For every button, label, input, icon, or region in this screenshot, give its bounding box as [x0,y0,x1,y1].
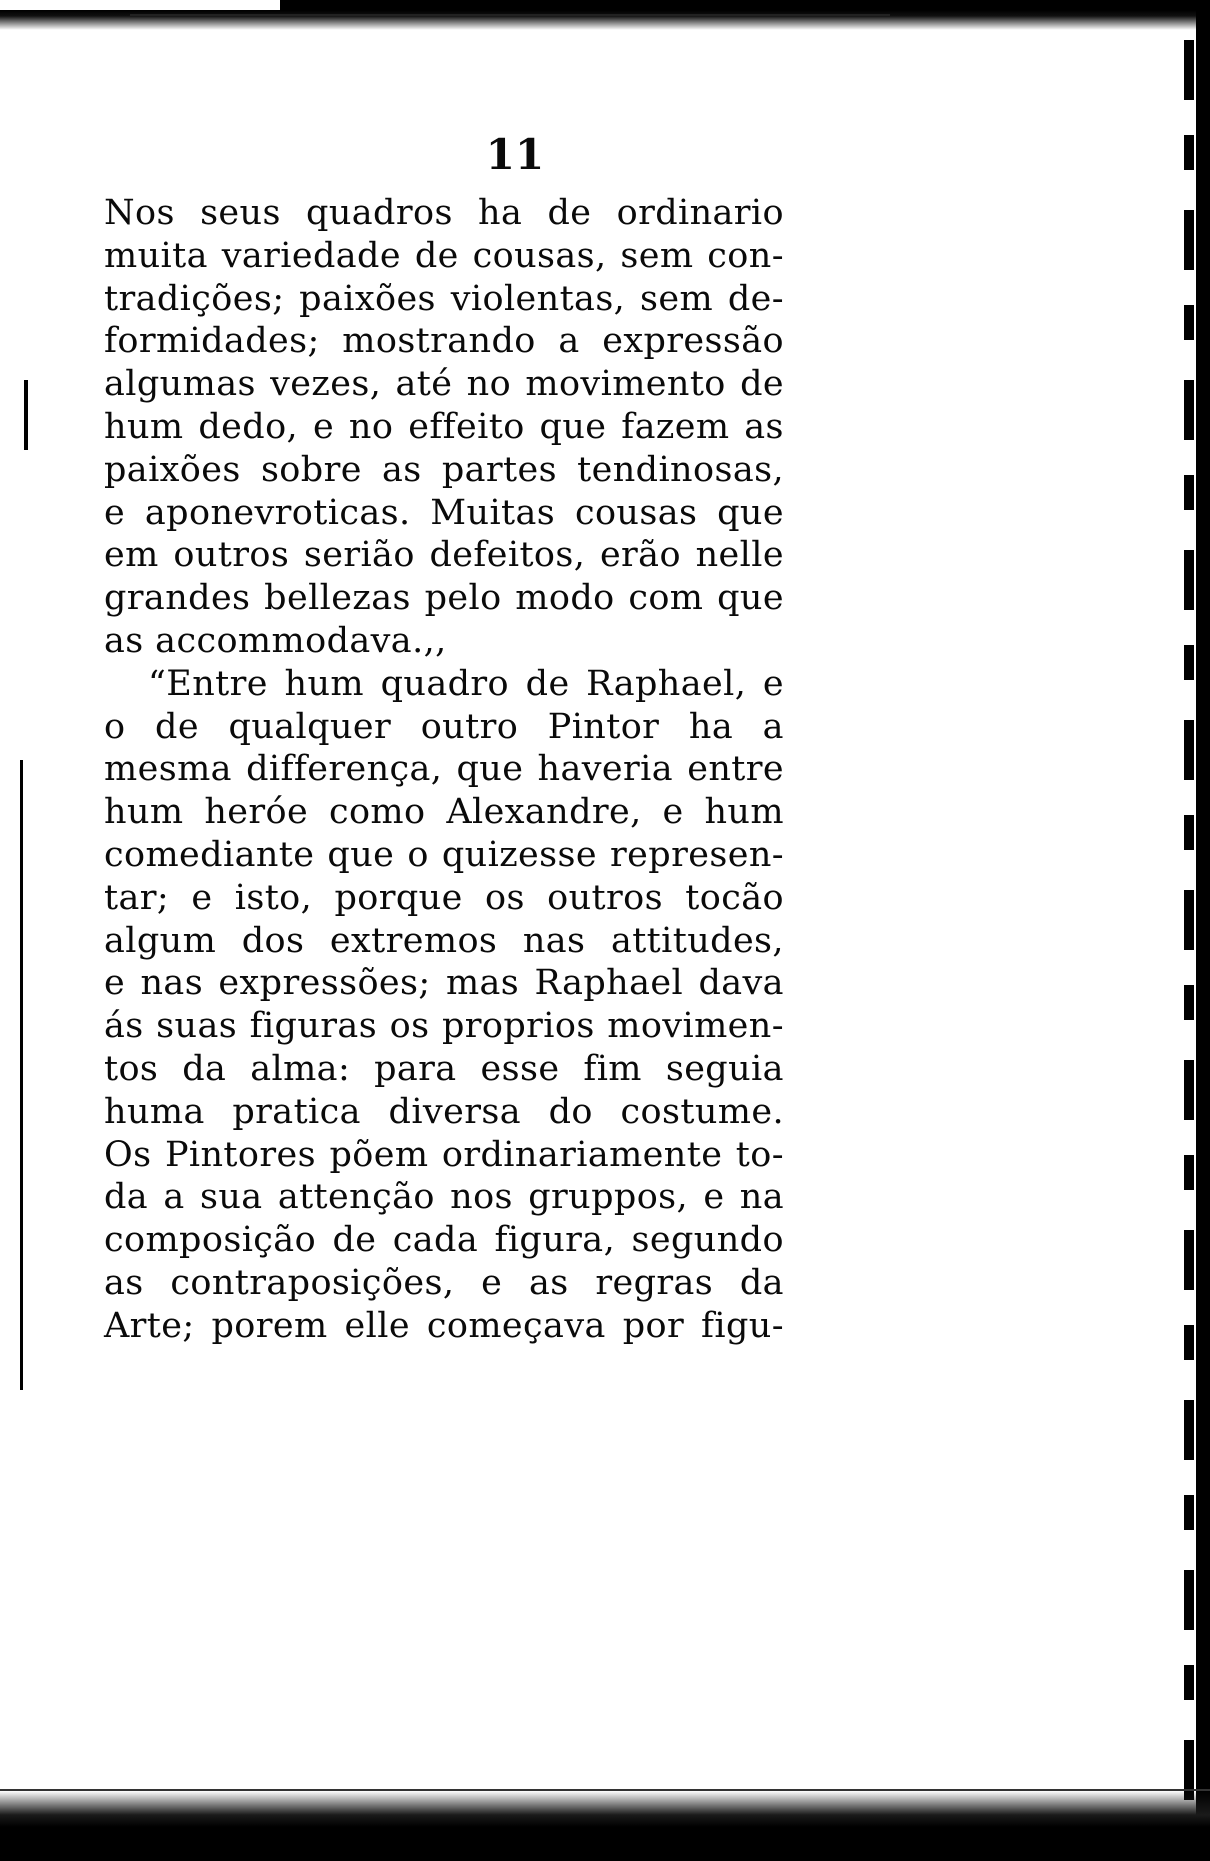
word: que [327,834,395,875]
word: esse [480,1048,560,1089]
word: até [395,364,453,405]
word: as [528,1262,569,1303]
word: contraposições, [170,1262,455,1303]
word: ordinario [616,193,784,233]
word: erão [599,535,681,576]
word: como [328,792,426,833]
word: seguia [665,1048,784,1089]
word: cousas, [472,235,607,276]
word: pratica [232,1091,361,1132]
word: porque [334,877,463,918]
page-number: 11 [485,130,545,179]
word: da [104,1177,149,1218]
word: por [622,1305,685,1346]
text-line [104,620,784,663]
word: serião [303,535,415,576]
scan-edge-top-line [130,14,890,16]
word: outros [547,877,663,918]
word: no [348,406,394,447]
word: variedade [221,235,401,276]
text-line [104,1219,784,1262]
word: movimento [525,364,726,405]
word: alma: [250,1048,351,1089]
word: põem [329,1134,429,1175]
word: tos [104,1048,159,1089]
word: sem [639,278,714,319]
word: partes [441,449,557,490]
word: a [163,1177,185,1218]
word: hum [104,406,184,447]
word: começava [426,1305,606,1346]
word: isto, [234,877,313,918]
word: os [389,1006,430,1047]
scan-edge-bottom [0,1791,1210,1861]
word: regras [595,1262,714,1303]
word: represen- [610,834,784,875]
word: accommodava.,, [155,620,447,661]
word: differença, [246,749,443,790]
text-line [104,834,784,877]
word: figuras [249,1006,378,1047]
word: tendinosas, [577,449,784,490]
text-line [104,278,784,321]
word: outro [420,706,519,747]
word: pelo [424,578,502,619]
word: qualquer [228,706,392,747]
word: de [414,235,459,276]
text-line [104,449,784,492]
word: muita [104,235,208,276]
word: vezes, [270,364,382,405]
word: de- [727,278,784,319]
word: as [104,1262,144,1303]
word: com [628,578,704,619]
word: composição [104,1220,317,1261]
word: hum [704,792,784,833]
word: expressões; [218,963,431,1004]
word: Muitas [430,492,556,533]
word: nas [522,920,586,961]
word: hum [284,663,364,704]
word: ordinariamente [441,1134,723,1175]
word: sobre [260,449,362,490]
word: Pintor [547,706,660,747]
word: de [740,364,784,405]
word: quadro [380,663,510,704]
word: as [744,406,784,447]
word: da [739,1262,784,1303]
word: de [155,706,199,747]
word: suas [156,1006,238,1047]
word: Alexandre, [446,792,642,833]
word: defeitos, [429,535,586,576]
text-line [104,791,784,834]
word: huma [104,1091,205,1132]
word: no [466,364,512,405]
word: que [456,749,524,790]
word: tocão [685,877,784,918]
text-line [104,1176,784,1219]
word: seus [200,193,281,233]
word: entre [687,749,784,790]
word: que [717,492,784,533]
word: “Entre [148,663,268,704]
word: da [182,1048,227,1089]
word: dos [241,920,305,961]
scan-left-mark [24,380,28,450]
word: sua [199,1177,263,1218]
word: e [703,1177,725,1218]
word: quadros [306,193,453,233]
text-line [104,534,784,577]
word: Nos [104,193,175,233]
text-line [104,363,784,406]
word: figura, [494,1220,616,1261]
text-line [104,663,784,706]
word: nas [140,963,204,1004]
word: do [548,1091,593,1132]
word: que [539,406,607,447]
word: sem [620,235,694,276]
word: a [558,321,580,362]
word: o [407,834,429,875]
text-line [104,192,784,235]
word: cousas [574,492,698,533]
text-line [104,706,784,749]
word: costume. [620,1091,784,1132]
word: attitudes, [610,920,784,961]
text-line [104,877,784,920]
word: figu- [701,1305,784,1346]
word: e [104,492,126,533]
word: cada [392,1220,479,1261]
word: que [717,578,784,619]
word: fim [583,1048,642,1089]
word: paixões [299,278,436,319]
text-line [104,962,784,1005]
text-line [104,235,784,278]
text-line [104,577,784,620]
word: formidades; [104,321,320,362]
word: nos [450,1177,513,1218]
word: Os [104,1134,152,1175]
word: o [104,706,126,747]
word: ha [688,706,734,747]
word: Raphael [534,963,684,1004]
word: de [525,663,570,704]
word: algumas [104,364,256,405]
text-line [104,920,784,963]
word: expressão [602,321,784,362]
word: con- [707,235,784,276]
word: paixões [104,449,241,490]
text-line [104,1005,784,1048]
word: e [312,406,335,447]
word: proprios [441,1006,595,1047]
word: as [104,620,144,661]
word: mas [445,963,520,1004]
word: gruppos, [528,1177,689,1218]
word: para [374,1048,457,1089]
word: attenção [277,1177,435,1218]
word: dedo, [198,406,299,447]
scan-edge-right-marks [1184,40,1194,1800]
word: bellezas [264,578,411,619]
word: Pintores [164,1134,316,1175]
word: heróe [204,792,309,833]
word: e [104,963,126,1004]
word: elle [344,1305,410,1346]
scan-edge-top-gap [0,0,280,10]
word: mostrando [342,321,536,362]
word: grandes [104,578,251,619]
word: na [739,1177,784,1218]
text-line [104,1091,784,1134]
text-line [104,492,784,535]
word: dava [698,963,784,1004]
word: outros [173,535,290,576]
word: modo [515,578,615,619]
word: haveria [537,749,674,790]
word: aponevroticas. [144,492,411,533]
word: de [332,1220,377,1261]
word: segundo [631,1220,784,1261]
word: extremos [329,920,498,961]
word: to- [735,1134,784,1175]
word: mesma [104,749,232,790]
scan-left-mark [20,760,23,1390]
word: nelle [695,535,784,576]
text-line [104,1134,784,1177]
text-line [104,406,784,449]
word: Arte; [104,1305,195,1346]
body-text [104,192,784,1348]
word: porem [211,1305,328,1346]
word: os [485,877,525,918]
word: ás [104,1006,144,1047]
word: e [662,792,684,833]
word: algum [104,920,217,961]
word: hum [104,792,184,833]
word: em [104,535,159,576]
word: Raphael, [586,663,747,704]
word: tradições; [104,278,285,319]
text-line [104,320,784,363]
word: fazem [621,406,730,447]
word: ha [478,193,523,233]
word: de [547,193,592,233]
word: effeito [408,406,525,447]
word: movimen- [607,1006,784,1047]
word: e [762,663,784,704]
text-line [104,1048,784,1091]
word: e [481,1262,503,1303]
word: e [191,877,213,918]
text-line [104,1305,784,1348]
word: quizesse [441,834,597,875]
word: violentas, [450,278,626,319]
text-line [104,1262,784,1305]
text-line [104,748,784,791]
word: diversa [388,1091,521,1132]
word: tar; [104,877,170,918]
word: as [382,449,422,490]
word: comediante [104,834,315,875]
word: a [762,706,784,747]
scan-edge-right [1196,0,1210,1861]
